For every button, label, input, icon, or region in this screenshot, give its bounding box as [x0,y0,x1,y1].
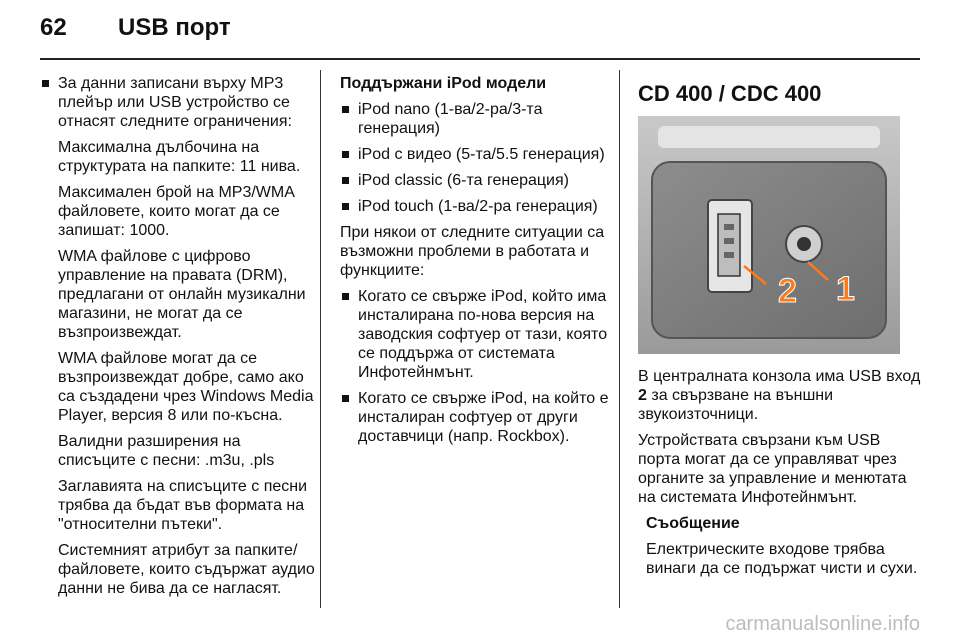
restriction-item: Заглавията на списъците с песни трябва да бъдат във формата на "относителни пътеки". [58,478,308,533]
callout-2: 2 [778,272,797,310]
restriction-item: Системният атрибут за папките/файловете, които съдържат аудио данни не бива да се нагласят. [58,542,315,597]
issues-intro: При някои от следните ситуации са възможни проблеми в работата и функциите: [340,224,605,279]
column-right [638,74,922,585]
column-left [40,74,320,605]
restriction-item: WMA файлове с цифрово управление на правата (DRM), предлагани от онлайн музикални магазини, не могат да се възпроизвеждат. [58,248,306,341]
ipod-model-item: iPod с видео (5-та/5.5 генерация) [340,145,610,164]
restriction-item: Максимален брой на MP3/WMA файловете, които могат да се запишат: 1000. [58,184,295,239]
section-title: CD 400 / CDC 400 [638,81,822,106]
restrictions-bullet: За данни записани върху MP3 плейър или USB устройство се отнасят следните ограничения: [40,74,320,131]
text-run: В централната конзола има USB вход [638,368,921,385]
usb-input-paragraph [638,367,922,424]
usb-port-figure [638,116,900,354]
note-text: Електрическите входове трябва винаги да се подържат чисти и сухи. [646,541,918,577]
ipod-model-item: iPod classic (6-та генерация) [340,171,610,190]
page-header [0,0,960,60]
callout-1: 1 [836,270,855,308]
ipod-models-heading: Поддържани iPod модели [340,75,547,92]
column-divider [320,70,321,608]
restrictions-list [40,138,320,598]
column-middle [340,74,610,453]
usb-control-paragraph: Устройствата свързани към USB порта могат да се управляват чрез органите за управление и менютата на системата Инфотейнмънт. [638,432,907,506]
issue-item: Когато се свърже iPod, който има инсталирана по-нова версия на заводския софтуер от тази, която се поддържа от системата Инфотейнмънт. [340,287,610,382]
callout-ref: 2 [638,387,647,404]
note-title: Съобщение [646,515,740,532]
ipod-model-item: iPod touch (1-ва/2-ра генерация) [340,197,610,216]
header-rule [40,58,920,60]
watermark: carmanualsonline.info [725,613,920,635]
restriction-item: WMA файлове могат да се възпроизвеждат добре, само ако са създадени чрез Windows Media Player, версия 8 или по-късна. [58,350,314,424]
text-run: за свързване на външни звукоизточници. [638,387,834,423]
column-divider [619,70,620,608]
issue-item: Когато се свърже iPod, на който е инсталиран софтуер от други доставчици (напр. Rockbox). [340,389,610,446]
restriction-item: Валидни разширения на списъците с песни: .m3u, .pls [58,433,275,469]
note-box [638,514,922,578]
restriction-item: Максимална дълбочина на структурата на папките: 11 нива. [58,139,301,175]
page-title: USB порт [118,14,231,41]
ipod-model-item: iPod nano (1-ва/2-ра/3-та генерация) [340,100,610,138]
page-number: 62 [40,14,67,41]
